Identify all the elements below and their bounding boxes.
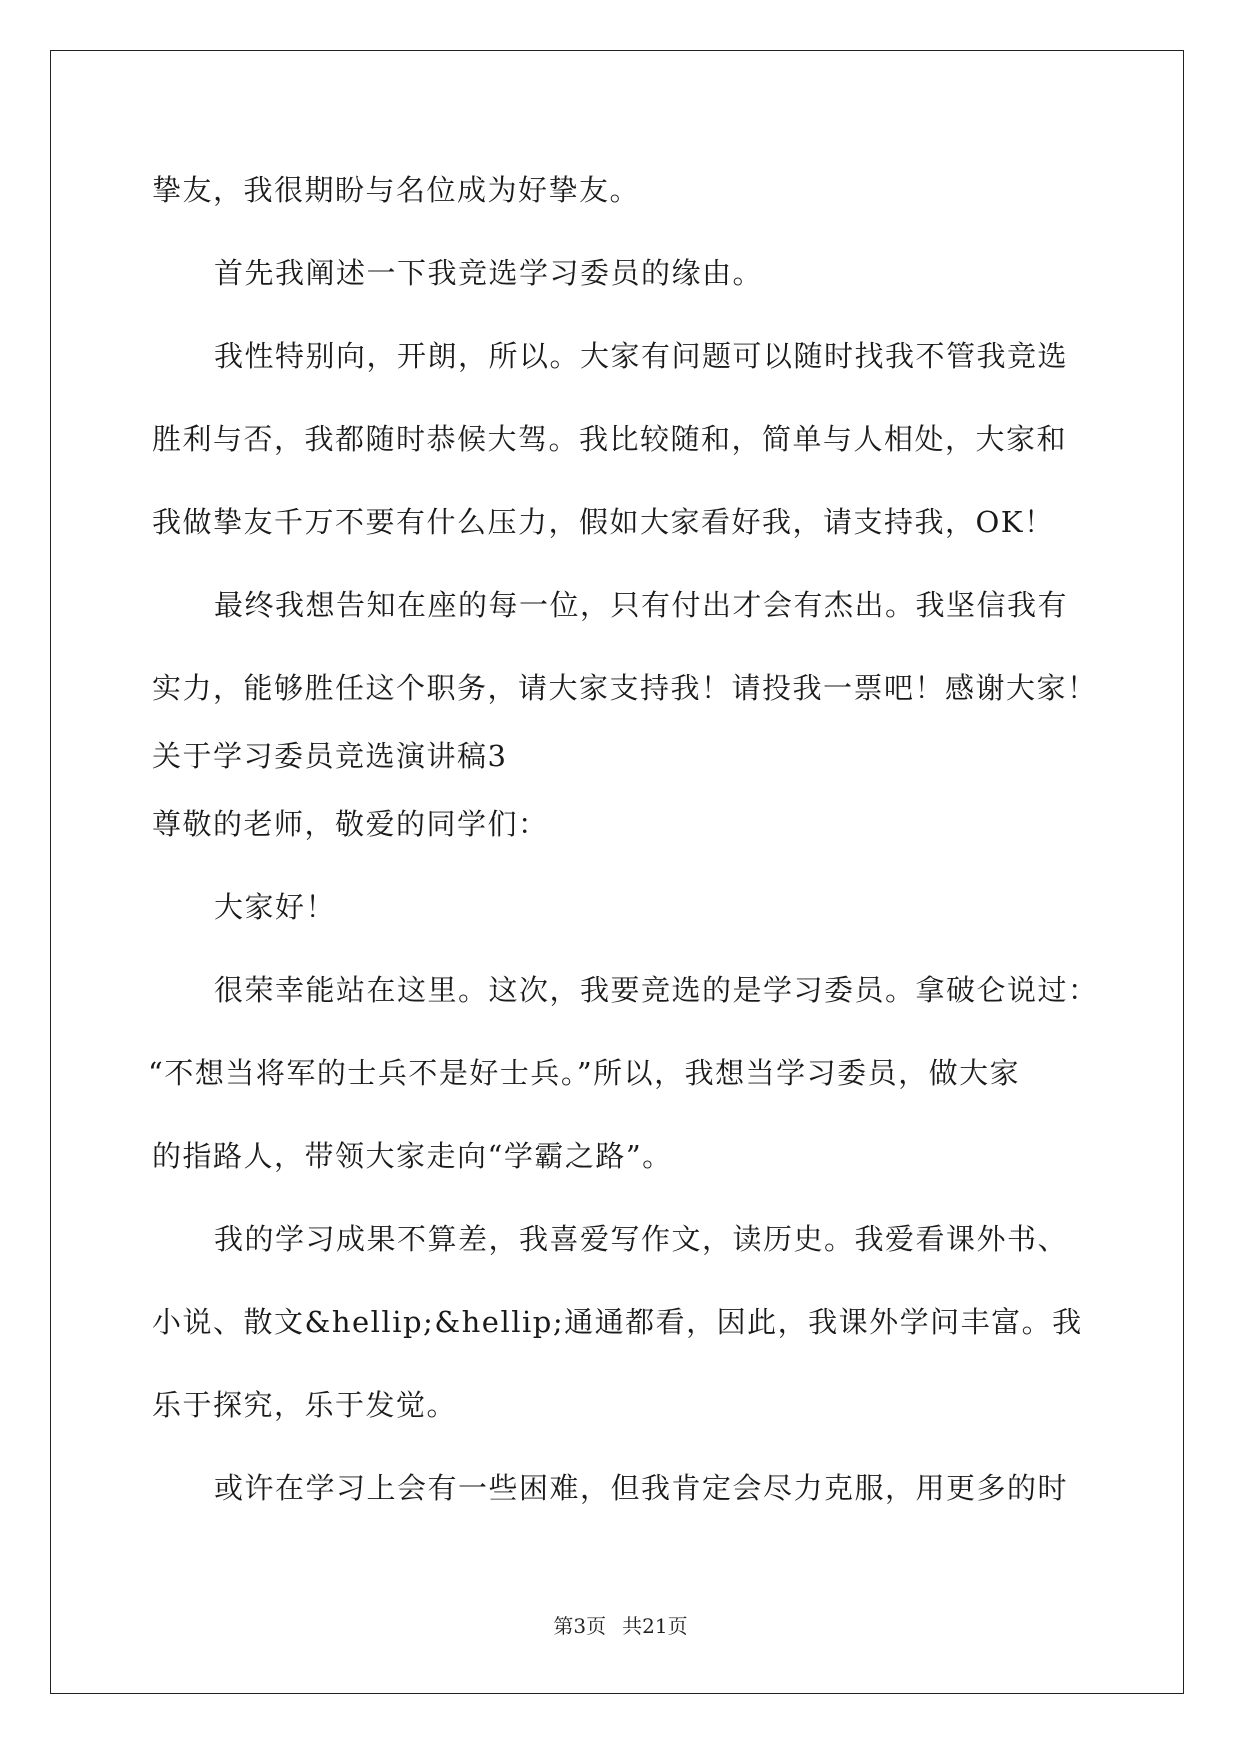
text-line: 我做挚友千万不要有什么压力，假如大家看好我，请支持我，OK！ (152, 505, 1055, 539)
page-footer (0, 1612, 1241, 1640)
text-line: 很荣幸能站在这里。这次，我要竞选的是学习委员。拿破仑说过： (214, 973, 1099, 1007)
text-line: 最终我想告知在座的每一位，只有付出才会有杰出。我坚信我有 (214, 588, 1069, 622)
text-line: “不想当将军的士兵不是好士兵。”所以，我想当学习委员，做大家 (148, 1056, 1021, 1090)
text-line: 首先我阐述一下我竞选学习委员的缘由。 (214, 256, 764, 290)
text-line: 实力，能够胜任这个职务，请大家支持我！请投我一票吧！感谢大家！ (152, 671, 1098, 705)
text-line: 或许在学习上会有一些困难，但我肯定会尽力克服，用更多的时 (214, 1471, 1069, 1505)
text-line: 的指路人，带领大家走向“学霸之路”。 (152, 1139, 673, 1173)
salutation: 尊敬的老师，敬爱的同学们： (152, 807, 549, 841)
page-number: 第3页 (553, 1614, 607, 1638)
text-line: 乐于探究，乐于发觉。 (152, 1388, 458, 1422)
greeting: 大家好！ (214, 890, 337, 924)
text-line: 挚友，我很期盼与名位成为好挚友。 (152, 173, 641, 207)
text-line: 我性特别向，开朗，所以。大家有问题可以随时找我不管我竞选 (214, 339, 1069, 373)
text-line: 胜利与否，我都随时恭候大驾。我比较随和，简单与人相处，大家和 (152, 422, 1068, 456)
page-border (50, 50, 1184, 1694)
text-line: 小说、散文&hellip;&hellip;通通都看，因此，我课外学问丰富。我 (152, 1305, 1083, 1339)
text-line: 我的学习成果不算差，我喜爱写作文，读历史。我爱看课外书、 (214, 1222, 1069, 1256)
section-heading: 关于学习委员竞选演讲稿3 (152, 739, 508, 773)
page-total: 共21页 (622, 1614, 688, 1638)
